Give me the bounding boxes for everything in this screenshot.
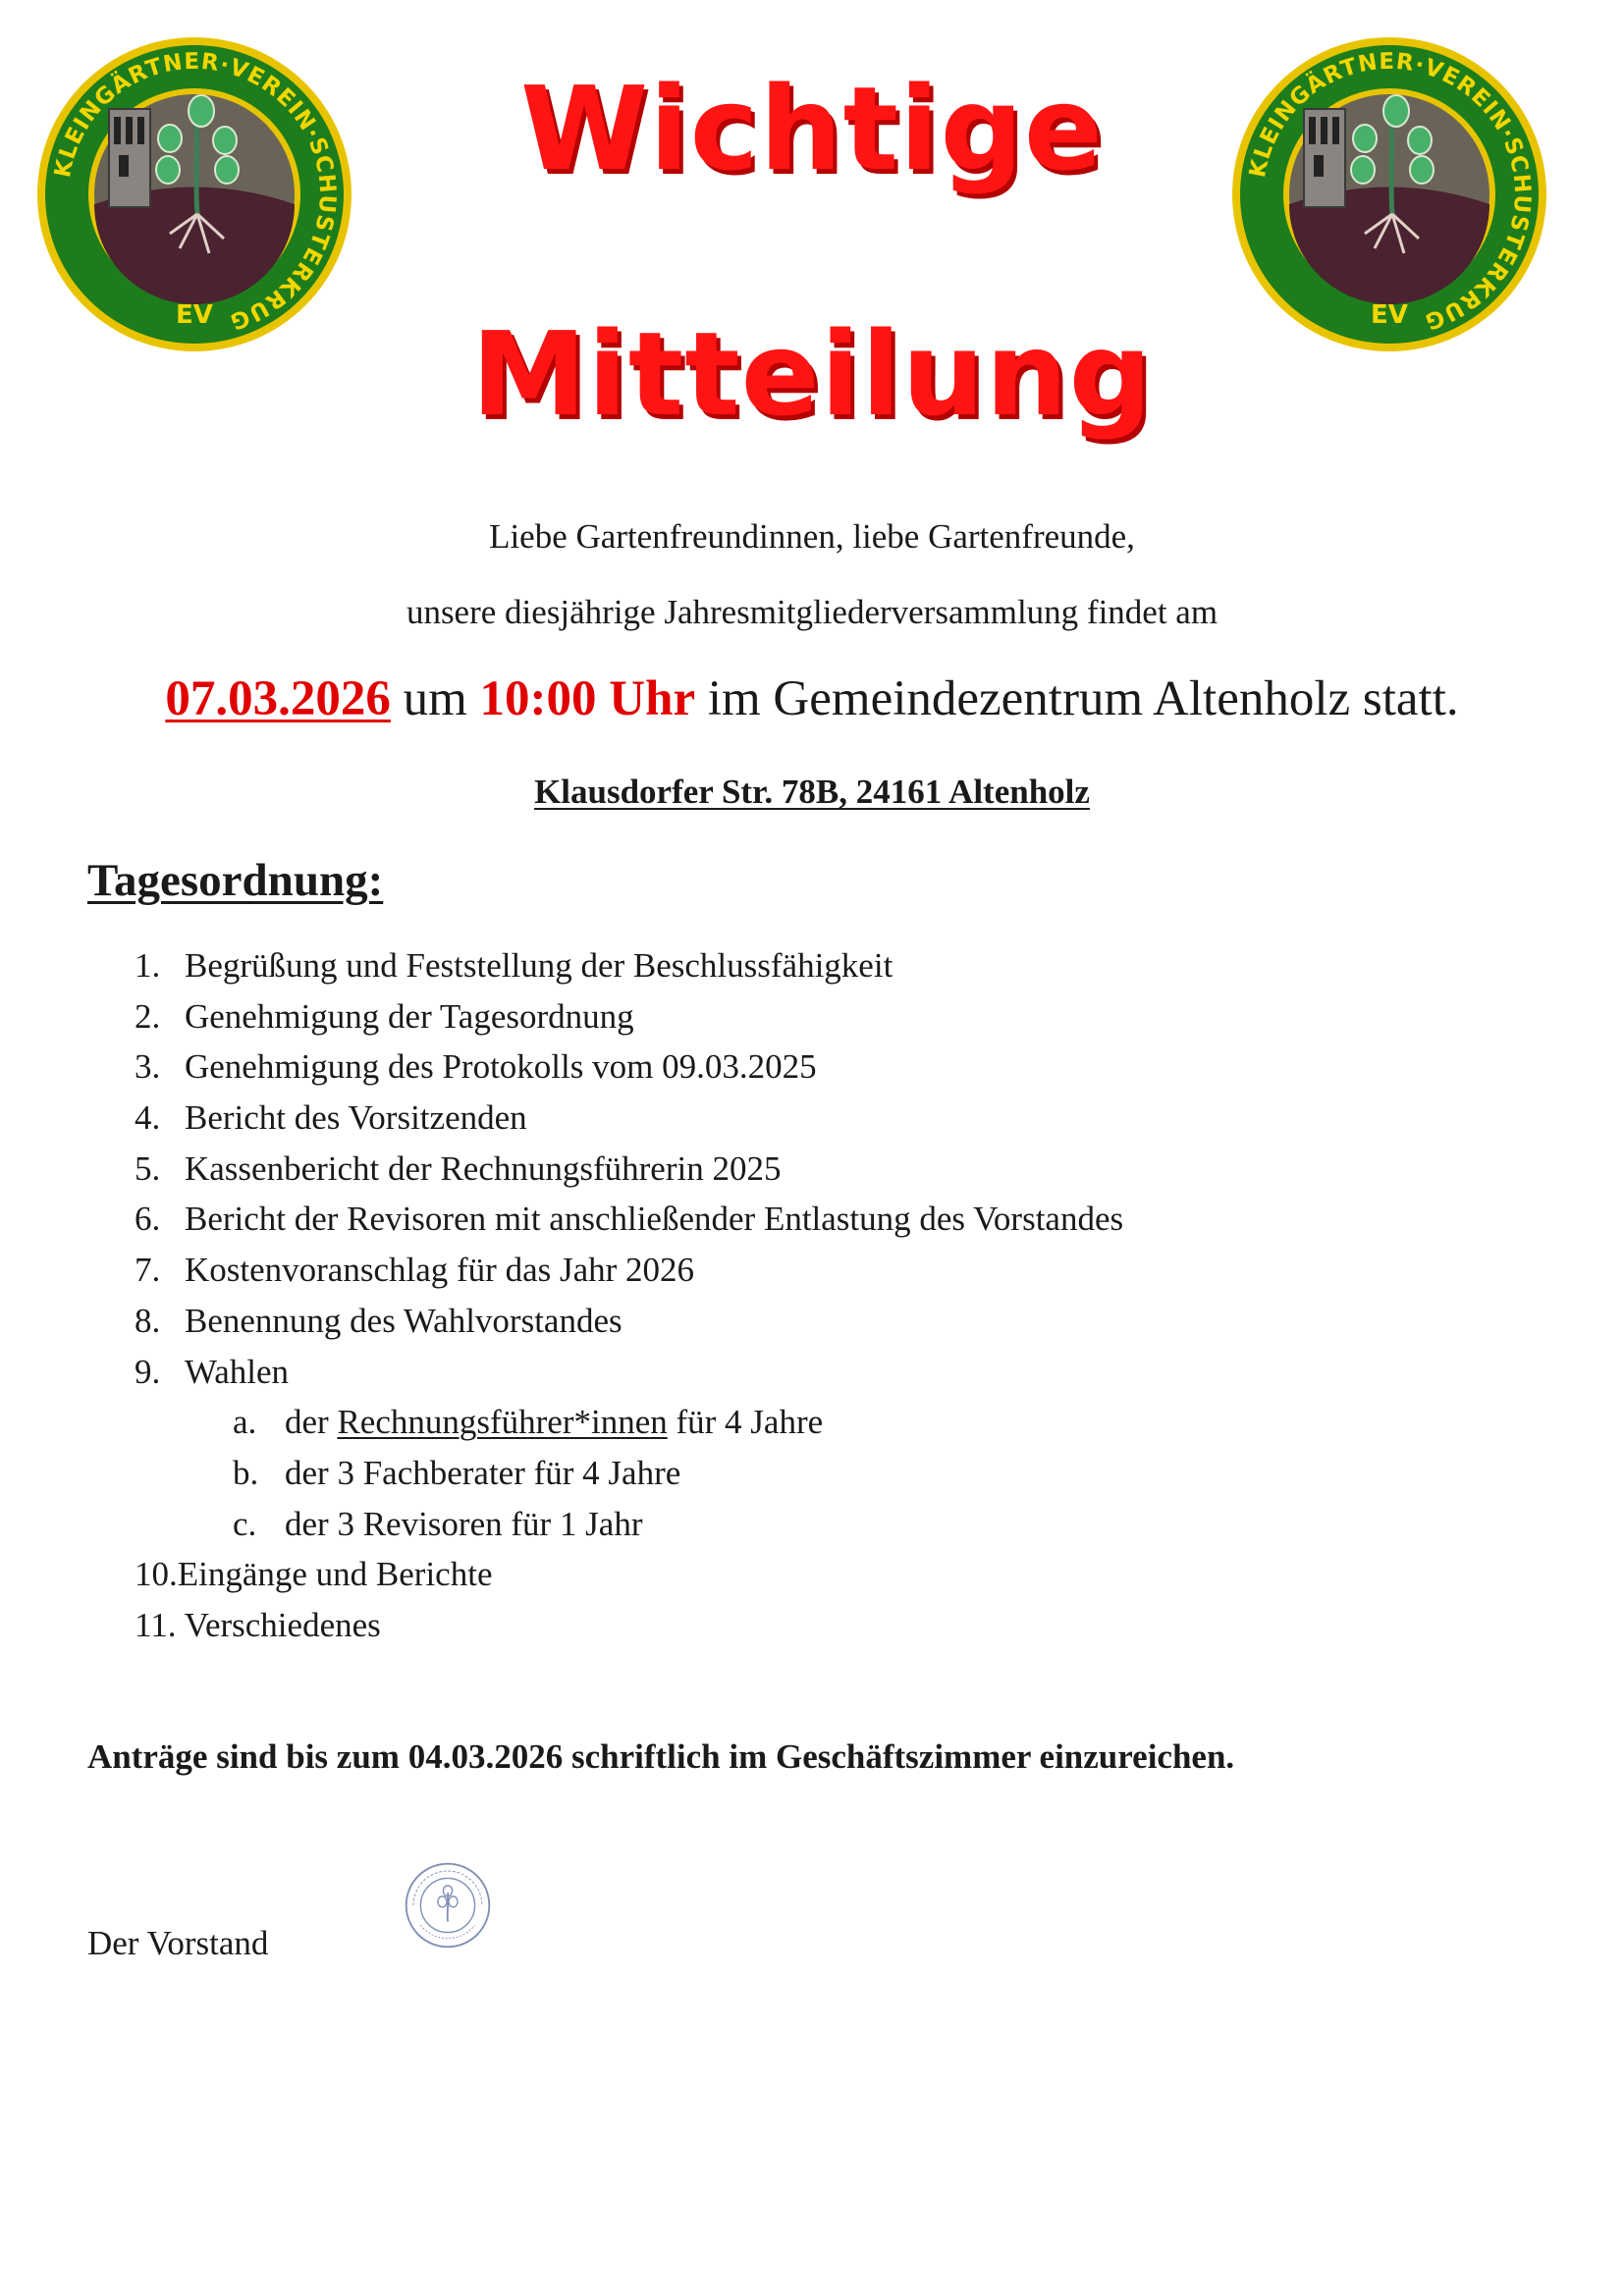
svg-text:KLEINGÄRTNER·VEREIN·SCHUSTERKR: KLEINGÄRTNER·VEREIN·SCHUSTERKRUG xyxy=(50,48,341,335)
svg-text:EV: EV xyxy=(1371,300,1408,330)
headline-line-2: Mitteilung xyxy=(470,306,1154,442)
meeting-address: Klausdorfer Str. 78B, 24161 Altenholz xyxy=(534,773,1090,811)
svg-text:EV: EV xyxy=(176,300,213,330)
meeting-date: 07.03.2026 xyxy=(165,671,391,726)
date-time-connector: um xyxy=(403,671,467,726)
agenda-subitem: b. der 3 Fachberater für 4 Jahre xyxy=(233,1453,681,1492)
agenda-subitem: a. der Rechnungsführer*innen für 4 Jahre xyxy=(233,1403,824,1442)
agenda-item: 1. Begrüßung und Feststellung der Beschlussfähigkeit xyxy=(135,946,893,985)
announcement: unsere diesjährige Jahresmitgliederversammlung findet am xyxy=(406,593,1218,631)
agenda-list xyxy=(0,940,1624,1651)
agenda-title: Tagesordnung: xyxy=(87,855,384,906)
agenda-subitem: c. der 3 Revisoren für 1 Jahr xyxy=(233,1504,643,1543)
meeting-location: im Gemeindezentrum Altenholz statt. xyxy=(707,671,1459,726)
greeting: Liebe Gartenfreundinnen, liebe Gartenfreunde, xyxy=(489,517,1135,556)
meeting-date-line xyxy=(0,670,1624,727)
agenda-item: 9. Wahlen xyxy=(135,1352,290,1391)
submission-deadline: Anträge sind bis zum 04.03.2026 schriftlich im Geschäftszimmer einzureichen. xyxy=(87,1737,1235,1776)
agenda-item: 11. Verschiedenes xyxy=(135,1605,381,1644)
agenda-item: 5. Kassenbericht der Rechnungsführerin 2025 xyxy=(135,1148,782,1188)
agenda-item: 2. Genehmigung der Tagesordnung xyxy=(135,996,634,1036)
agenda-item: 7. Kostenvoranschlag für das Jahr 2026 xyxy=(135,1251,695,1290)
agenda-item: 8. Benennung des Wahlvorstandes xyxy=(135,1301,623,1340)
svg-text:KLEINGÄRTNER·VEREIN·SCHUSTERKR: KLEINGÄRTNER·VEREIN·SCHUSTERKRUG xyxy=(1245,48,1536,335)
agenda-item: 4. Bericht des Vorsitzenden xyxy=(135,1098,527,1138)
agenda-item: 3. Genehmigung des Protokolls vom 09.03.2025 xyxy=(135,1047,817,1087)
agenda-item: 6. Bericht der Revisoren mit anschließender Entlastung des Vorstandes xyxy=(135,1200,1124,1239)
club-emblem-icon-left xyxy=(32,32,356,356)
agenda-item: 10.Eingänge und Berichte xyxy=(135,1555,493,1594)
headline-line-1: Wichtige xyxy=(520,61,1104,196)
meeting-time: 10:00 Uhr xyxy=(479,671,696,726)
signature: Der Vorstand xyxy=(87,1924,269,1962)
club-stamp-icon xyxy=(403,1860,493,1950)
